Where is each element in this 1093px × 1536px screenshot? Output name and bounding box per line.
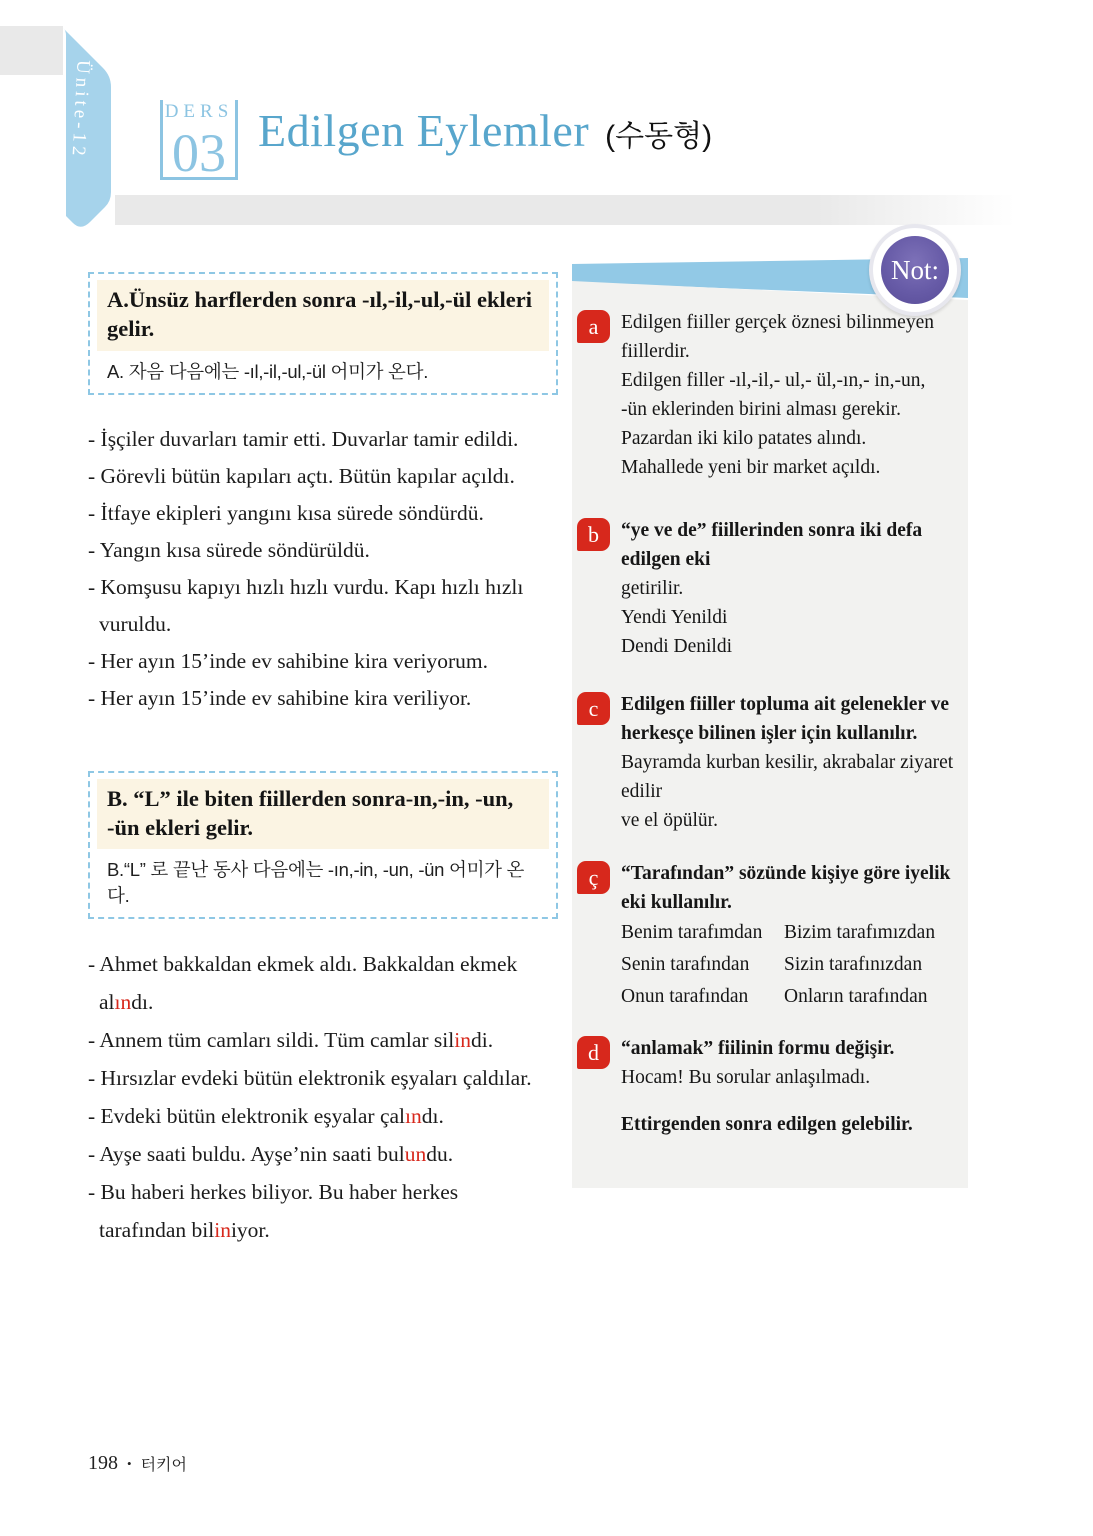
page-title-korean: (수동형): [605, 120, 713, 153]
text-segment: - Hırsızlar evdeki bütün elektronik eşyaları çaldılar.: [88, 1066, 532, 1090]
suffix-highlight: un: [404, 1142, 427, 1166]
note-line: getirilir.: [621, 578, 684, 599]
note-item-body: [621, 308, 960, 482]
example-item: [88, 569, 558, 643]
text-segment: - Bu haberi herkes biliyor. Bu haber herkes: [88, 1180, 459, 1204]
note-line: “ye ve de” fiillerinden sonra iki defa edilgen eki: [621, 520, 923, 570]
text-segment: - Komşusu kapıyı hızlı hızlı vurdu. Kapı hızlı hızlı: [88, 574, 524, 599]
note-item-letter-badge: b: [577, 518, 610, 551]
example-item: [88, 1059, 558, 1097]
note-item-body: [621, 690, 960, 835]
example-item: [88, 1097, 558, 1135]
rule-box-a-title: A.Ünsüz harflerden sonra -ıl,-il,-ul,-ül ekleri gelir.: [97, 280, 549, 351]
example-line: [88, 569, 558, 606]
example-item: [88, 1135, 558, 1173]
note-line: Dendi Denildi: [621, 636, 733, 657]
note-item-body: [621, 516, 960, 661]
example-line: [88, 1211, 558, 1249]
example-item: [88, 532, 558, 569]
note-content: [577, 308, 960, 1139]
text-segment: dı.: [131, 990, 154, 1014]
left-column: [88, 272, 558, 1249]
page-title: Edilgen Eylemler: [258, 105, 590, 156]
note-line: Edilgen fiiller gerçek öznesi bilinmeyen fiillerdir.: [621, 312, 934, 362]
pronoun-cell: Onların tarafından: [784, 986, 928, 1007]
text-segment: - İtfaye ekipleri yangını kısa sürede söndürdü.: [88, 500, 484, 525]
suffix-highlight: ın: [114, 990, 132, 1014]
note-item-body: [621, 1034, 913, 1139]
example-item: [88, 495, 558, 532]
pronoun-cell: Bizim tarafımızdan: [784, 922, 936, 943]
example-item: [88, 680, 558, 717]
note-item: [577, 859, 960, 1013]
pronoun-pairs: [621, 917, 950, 1013]
example-line: [88, 983, 558, 1021]
note-item: [577, 1034, 960, 1139]
lesson-kicker: DERS: [164, 101, 234, 122]
text-segment: tarafından bil: [99, 1218, 215, 1242]
note-line: Edilgen fiiller topluma ait gelenekler ve: [621, 694, 950, 715]
note-line: herkesçe bilinen işler için kullanılır.: [621, 723, 918, 744]
example-list-b: [88, 945, 558, 1249]
note-line: “anlamak” fiilinin formu değişir.: [621, 1038, 895, 1059]
example-line: [88, 421, 558, 458]
note-line: Mahallede yeni bir market açıldı.: [621, 457, 881, 478]
example-line: [88, 606, 558, 643]
note-panel: [572, 254, 968, 1188]
text-segment: - Evdeki bütün elektronik eşyalar çal: [88, 1104, 406, 1128]
text-segment: al: [99, 990, 115, 1014]
example-line: [88, 1135, 558, 1173]
text-segment: vuruldu.: [99, 611, 172, 636]
note-line: ve el öpülür.: [621, 810, 718, 831]
example-line: [88, 532, 558, 569]
pronoun-cell: Onun tarafından: [621, 986, 749, 1007]
rule-box-a-korean: A. 자음 다음에는 -ıl,-il,-ul,-ül 어미가 온다.: [107, 360, 429, 382]
example-list-a: [88, 421, 558, 717]
note-line: -ün eklerinden birini alması gerekir.: [621, 399, 901, 420]
note-badge-circle: [869, 224, 961, 316]
rule-box-b-title: B. “L” ile biten fiillerden sonra-ın,-in, -un, -ün ekleri gelir.: [97, 779, 549, 850]
rule-box-b: [88, 771, 558, 920]
text-segment: - Yangın kısa sürede söndürüldü.: [88, 537, 370, 562]
note-line: Hocam! Bu sorular anlaşılmadı.: [621, 1067, 871, 1088]
example-line: [88, 1173, 558, 1211]
note-item: [577, 690, 960, 835]
page-footer: [88, 1452, 187, 1475]
pronoun-cell: Senin tarafından: [621, 954, 750, 975]
footer-separator: •: [127, 1455, 132, 1471]
note-line: Yendi Yenildi: [621, 607, 728, 628]
note-line: Ettirgenden sonra edilgen gelebilir.: [621, 1114, 913, 1135]
example-item: [88, 421, 558, 458]
pronoun-cell: Benim tarafımdan: [621, 922, 763, 943]
suffix-highlight: in: [214, 1218, 231, 1242]
note-item: [577, 308, 960, 482]
note-line: Bayramda kurban kesilir, akrabalar ziyaret edilir: [621, 752, 954, 802]
lesson-number: 03: [172, 123, 226, 183]
example-line: [88, 643, 558, 680]
footer-label: 터키어: [140, 1457, 187, 1474]
text-segment: dı.: [421, 1104, 444, 1128]
example-line: [88, 495, 558, 532]
page-number: 198: [88, 1452, 118, 1474]
example-line: [88, 1097, 558, 1135]
example-item: [88, 458, 558, 495]
note-badge-label: Not:: [890, 254, 939, 285]
pronoun-cell: Sizin tarafınızdan: [784, 954, 923, 975]
text-segment: di.: [470, 1028, 494, 1052]
lesson-badge: [160, 100, 238, 183]
suffix-highlight: ın: [405, 1104, 422, 1128]
text-segment: - Annem tüm camları sildi. Tüm camlar sil: [88, 1028, 455, 1052]
note-item-letter-badge: c: [577, 692, 610, 725]
note-line: “Tarafından” sözünde kişiye göre iyelik: [621, 863, 951, 884]
unit-label: Ünite-12: [67, 59, 94, 161]
header-gray-band: [115, 195, 1015, 225]
example-item: [88, 1021, 558, 1059]
text-segment: - İşçiler duvarları tamir etti. Duvarlar tamir edildi.: [88, 426, 519, 451]
note-item-letter-badge: ç: [577, 861, 610, 894]
example-line: [88, 1059, 558, 1097]
example-item: [88, 1173, 558, 1249]
text-segment: - Görevli bütün kapıları açtı. Bütün kapılar açıldı.: [88, 463, 515, 488]
rule-box-b-korean: B.“L” 로 끝난 동사 다음에는 -ın,-in, -un, -ün 어미가 온다.: [107, 859, 525, 906]
note-badge-core: [881, 236, 949, 304]
rule-box-a: [88, 272, 558, 395]
suffix-highlight: in: [454, 1028, 471, 1052]
text-segment: - Ahmet bakkaldan ekmek aldı. Bakkaldan ekmek: [88, 952, 518, 976]
note-line: eki kullanılır.: [621, 892, 732, 913]
note-item-letter-badge: d: [577, 1036, 610, 1069]
example-line: [88, 1021, 558, 1059]
text-segment: iyor.: [230, 1218, 270, 1242]
text-segment: - Ayşe saati buldu. Ayşe’nin saati bul: [88, 1142, 405, 1166]
example-item: [88, 643, 558, 680]
page-title-row: [258, 104, 712, 157]
text-segment: du.: [426, 1142, 454, 1166]
example-line: [88, 458, 558, 495]
note-item: [577, 516, 960, 661]
note-item-letter-badge: a: [577, 310, 610, 343]
note-line: Pazardan iki kilo patates alındı.: [621, 428, 867, 449]
text-segment: - Her ayın 15’inde ev sahibine kira veriliyor.: [88, 685, 472, 710]
example-line: [88, 680, 558, 717]
text-segment: - Her ayın 15’inde ev sahibine kira veriyorum.: [88, 648, 489, 673]
note-line: Edilgen filler -ıl,-il,- ul,- ül,-ın,- in,-un,: [621, 370, 926, 391]
example-line: [88, 945, 558, 983]
note-item-body: [621, 859, 950, 1013]
example-item: [88, 945, 558, 1021]
